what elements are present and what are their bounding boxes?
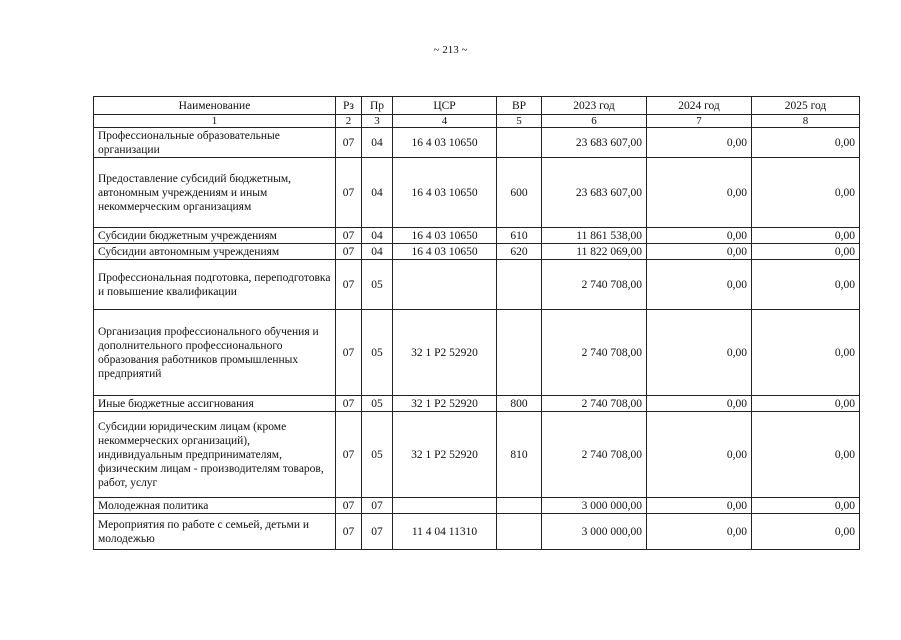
column-header: ВР bbox=[497, 97, 542, 115]
row-rz: 07 bbox=[336, 244, 362, 260]
row-2024: 0,00 bbox=[647, 158, 752, 228]
row-2023: 23 683 607,00 bbox=[542, 128, 647, 158]
row-csr: 32 1 P2 52920 bbox=[393, 396, 497, 412]
row-name: Молодежная политика bbox=[94, 498, 336, 514]
row-vr: 800 bbox=[497, 396, 542, 412]
column-header: Пр bbox=[362, 97, 393, 115]
row-2023: 2 740 708,00 bbox=[542, 412, 647, 498]
row-name: Мероприятия по работе с семьей, детьми и молодежью bbox=[94, 514, 336, 550]
budget-table bbox=[93, 96, 860, 550]
row-2025: 0,00 bbox=[752, 244, 860, 260]
table-row bbox=[94, 228, 860, 244]
row-vr: 620 bbox=[497, 244, 542, 260]
table-row bbox=[94, 514, 860, 550]
row-2025: 0,00 bbox=[752, 412, 860, 498]
column-number: 5 bbox=[497, 115, 542, 128]
row-2024: 0,00 bbox=[647, 260, 752, 310]
row-rz: 07 bbox=[336, 260, 362, 310]
column-number-row bbox=[94, 115, 860, 128]
row-name: Субсидии юридическим лицам (кроме некоммерческих организаций), индивидуальным предпринимателям, физическим лицам - производителям товаров, работ, услуг bbox=[94, 412, 336, 498]
column-header: ЦСР bbox=[393, 97, 497, 115]
row-csr: 16 4 03 10650 bbox=[393, 158, 497, 228]
column-header: 2023 год bbox=[542, 97, 647, 115]
row-vr bbox=[497, 128, 542, 158]
row-csr: 16 4 03 10650 bbox=[393, 228, 497, 244]
table-row bbox=[94, 396, 860, 412]
row-2023: 3 000 000,00 bbox=[542, 498, 647, 514]
row-2024: 0,00 bbox=[647, 396, 752, 412]
column-header: Наименование bbox=[94, 97, 336, 115]
row-pr: 07 bbox=[362, 514, 393, 550]
column-number: 3 bbox=[362, 115, 393, 128]
row-pr: 04 bbox=[362, 158, 393, 228]
column-header: 2025 год bbox=[752, 97, 860, 115]
row-rz: 07 bbox=[336, 228, 362, 244]
row-vr: 610 bbox=[497, 228, 542, 244]
row-csr: 16 4 03 10650 bbox=[393, 244, 497, 260]
table-row bbox=[94, 158, 860, 228]
row-vr: 810 bbox=[497, 412, 542, 498]
row-2024: 0,00 bbox=[647, 412, 752, 498]
row-rz: 07 bbox=[336, 412, 362, 498]
row-2023: 2 740 708,00 bbox=[542, 310, 647, 396]
row-2023: 23 683 607,00 bbox=[542, 158, 647, 228]
row-name: Предоставление субсидий бюджетным, автономным учреждениям и иным некоммерческим организациям bbox=[94, 158, 336, 228]
row-2023: 3 000 000,00 bbox=[542, 514, 647, 550]
page-number: ~ 213 ~ bbox=[433, 44, 468, 56]
header-row bbox=[94, 97, 860, 115]
row-vr: 600 bbox=[497, 158, 542, 228]
table-row bbox=[94, 310, 860, 396]
row-csr: 11 4 04 11310 bbox=[393, 514, 497, 550]
row-pr: 04 bbox=[362, 244, 393, 260]
row-2024: 0,00 bbox=[647, 514, 752, 550]
row-name: Профессиональная подготовка, переподготовка и повышение квалификации bbox=[94, 260, 336, 310]
row-name: Организация профессионального обучения и дополнительного профессионального образования работников промышленных предприятий bbox=[94, 310, 336, 396]
row-pr: 05 bbox=[362, 396, 393, 412]
row-2024: 0,00 bbox=[647, 128, 752, 158]
row-rz: 07 bbox=[336, 498, 362, 514]
column-number: 7 bbox=[647, 115, 752, 128]
row-csr: 16 4 03 10650 bbox=[393, 128, 497, 158]
row-vr bbox=[497, 310, 542, 396]
row-2024: 0,00 bbox=[647, 244, 752, 260]
column-number: 1 bbox=[94, 115, 336, 128]
row-csr bbox=[393, 260, 497, 310]
row-rz: 07 bbox=[336, 128, 362, 158]
column-header: Рз bbox=[336, 97, 362, 115]
row-2025: 0,00 bbox=[752, 514, 860, 550]
row-vr bbox=[497, 260, 542, 310]
row-rz: 07 bbox=[336, 514, 362, 550]
row-csr: 32 1 P2 52920 bbox=[393, 412, 497, 498]
row-name: Субсидии бюджетным учреждениям bbox=[94, 228, 336, 244]
column-header: 2024 год bbox=[647, 97, 752, 115]
row-pr: 05 bbox=[362, 412, 393, 498]
row-2023: 2 740 708,00 bbox=[542, 260, 647, 310]
row-rz: 07 bbox=[336, 158, 362, 228]
table-row bbox=[94, 244, 860, 260]
row-pr: 05 bbox=[362, 260, 393, 310]
row-name: Профессиональные образовательные организации bbox=[94, 128, 336, 158]
row-2025: 0,00 bbox=[752, 396, 860, 412]
column-number: 2 bbox=[336, 115, 362, 128]
row-2024: 0,00 bbox=[647, 228, 752, 244]
row-2025: 0,00 bbox=[752, 498, 860, 514]
row-2023: 2 740 708,00 bbox=[542, 396, 647, 412]
table-row bbox=[94, 128, 860, 158]
row-pr: 05 bbox=[362, 310, 393, 396]
row-vr bbox=[497, 514, 542, 550]
row-name: Иные бюджетные ассигнования bbox=[94, 396, 336, 412]
row-rz: 07 bbox=[336, 396, 362, 412]
row-rz: 07 bbox=[336, 310, 362, 396]
row-2025: 0,00 bbox=[752, 260, 860, 310]
row-pr: 04 bbox=[362, 228, 393, 244]
row-pr: 07 bbox=[362, 498, 393, 514]
row-pr: 04 bbox=[362, 128, 393, 158]
row-2025: 0,00 bbox=[752, 228, 860, 244]
row-2023: 11 861 538,00 bbox=[542, 228, 647, 244]
table-row bbox=[94, 260, 860, 310]
row-2025: 0,00 bbox=[752, 158, 860, 228]
column-number: 8 bbox=[752, 115, 860, 128]
row-2024: 0,00 bbox=[647, 310, 752, 396]
row-2025: 0,00 bbox=[752, 310, 860, 396]
column-number: 4 bbox=[393, 115, 497, 128]
table-row bbox=[94, 498, 860, 514]
row-2023: 11 822 069,00 bbox=[542, 244, 647, 260]
row-name: Субсидии автономным учреждениям bbox=[94, 244, 336, 260]
row-csr bbox=[393, 498, 497, 514]
row-vr bbox=[497, 498, 542, 514]
table-row bbox=[94, 412, 860, 498]
row-2024: 0,00 bbox=[647, 498, 752, 514]
row-2025: 0,00 bbox=[752, 128, 860, 158]
row-csr: 32 1 P2 52920 bbox=[393, 310, 497, 396]
column-number: 6 bbox=[542, 115, 647, 128]
